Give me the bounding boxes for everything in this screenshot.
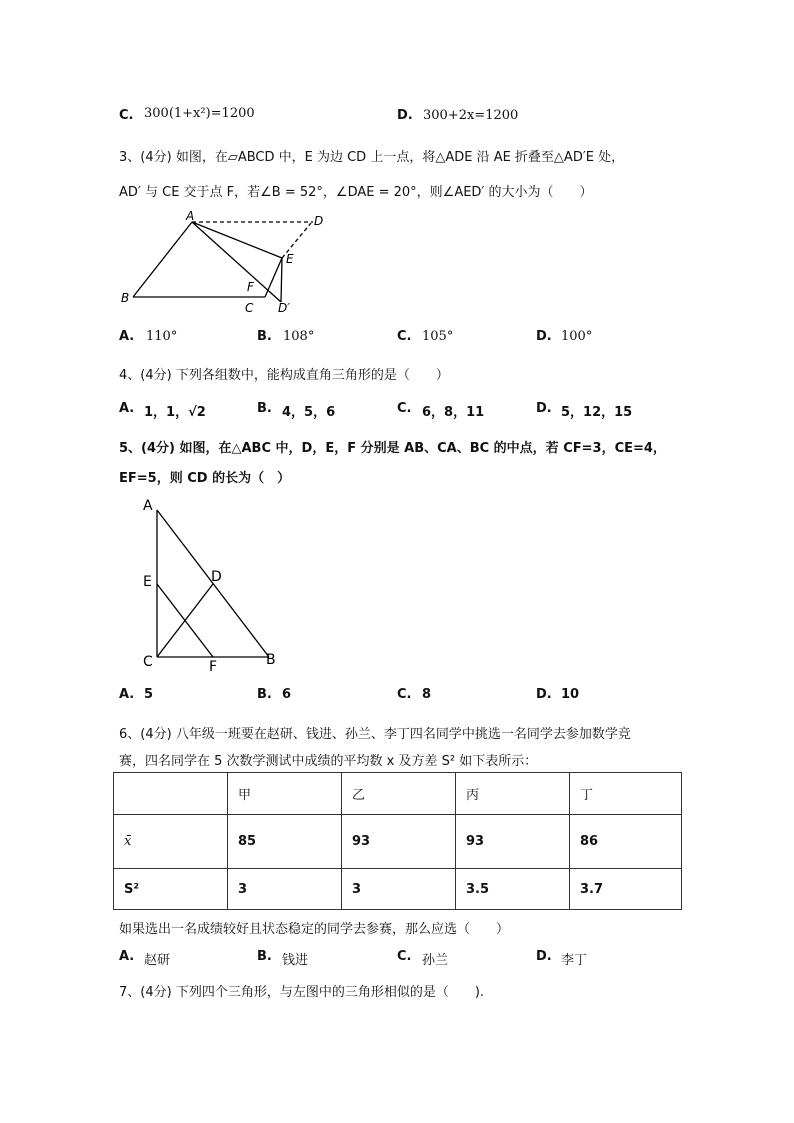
segment-ab: [133, 222, 192, 297]
q6-option-a-label: A.: [119, 949, 135, 964]
q6-option-b-value: 钱进: [282, 953, 309, 968]
q2-option-c-expr: 300(1+x²)=1200: [144, 106, 255, 121]
q2-option-d-expr: 300+2x=1200: [423, 108, 519, 123]
label-b: B: [121, 291, 130, 305]
label-d: D: [211, 569, 222, 585]
q5-option-c-label: C.: [397, 687, 412, 702]
q2-option-d-label: D.: [397, 108, 413, 123]
q3-option-b-label: B.: [257, 329, 272, 344]
label-f: F: [247, 280, 254, 294]
label-c: C: [143, 654, 153, 670]
table-header-cell: [114, 773, 228, 815]
q4-option-d-value: 5，12，15: [561, 405, 633, 420]
q4-option-a-label: A.: [119, 401, 135, 416]
label-a: A: [186, 209, 195, 223]
label-dprime: D′: [278, 301, 290, 315]
segment-ae: [192, 222, 282, 258]
q5-stem-line1: 5、(4分) 如图，在△ABC 中，D，E，F 分别是 AB、CA、BC 的中点，若 CF=3，CE=4，: [119, 441, 666, 456]
label-e: E: [143, 574, 152, 590]
q5-option-d-value: 10: [561, 687, 580, 702]
q5-option-b-label: B.: [257, 687, 272, 702]
q3-option-b-value: 108°: [283, 329, 315, 344]
table-cell: 3.7: [570, 869, 682, 910]
label-c: C: [245, 301, 254, 315]
table-header-cell: 甲: [228, 773, 342, 815]
table-row-mean: [114, 815, 682, 869]
q5-option-b-value: 6: [282, 687, 292, 702]
segment-adprime: [192, 222, 281, 302]
q5-stem-line2: EF=5，则 CD 的长为（ ）: [119, 471, 291, 486]
table-header-cell: 丙: [456, 773, 570, 815]
q6-option-b-label: B.: [257, 949, 272, 964]
q5-option-a-value: 5: [144, 687, 154, 702]
table-header-cell: 乙: [342, 773, 456, 815]
label-f: F: [209, 659, 218, 675]
q6-option-a-value: 赵研: [144, 953, 171, 968]
q4-option-c-label: C.: [397, 401, 412, 416]
q3-option-c-value: 105°: [422, 329, 454, 344]
q3-option-a-value: 110°: [146, 329, 178, 344]
q2-option-c-label: C.: [119, 108, 134, 123]
table-cell: 86: [570, 815, 682, 869]
q6-option-c-label: C.: [397, 949, 412, 964]
q5-triangle-figure: [138, 490, 288, 680]
q3-parallelogram-figure: [115, 208, 345, 320]
q4-option-b-label: B.: [257, 401, 272, 416]
q6-option-d-label: D.: [536, 949, 552, 964]
segment-edprime: [281, 258, 282, 302]
table-cell: 3.5: [456, 869, 570, 910]
q6-option-c-value: 孙兰: [422, 953, 449, 968]
table-row-label: x̄: [114, 815, 228, 869]
segment-ce: [265, 258, 282, 297]
q3-option-d-value: 100°: [561, 329, 593, 344]
table-header-row: [114, 773, 682, 815]
q6-follow-up: 如果选出一名成绩较好且状态稳定的同学去参赛，那么应选（ ）: [119, 922, 510, 937]
table-header-cell: 丁: [570, 773, 682, 815]
label-e: E: [286, 252, 294, 266]
q6-stem-line2: 赛，四名同学在 5 次数学测试中成绩的平均数 x 及方差 S² 如下表所示：: [119, 754, 538, 769]
q3-option-c-label: C.: [397, 329, 412, 344]
q7-stem: 7、(4分) 下列四个三角形，与左图中的三角形相似的是（ ).: [119, 985, 485, 1000]
q5-option-d-label: D.: [536, 687, 552, 702]
q4-option-b-value: 4，5，6: [282, 405, 336, 420]
q4-option-d-label: D.: [536, 401, 552, 416]
q4-option-a-value: 1，1，√2: [144, 405, 206, 420]
label-b: B: [266, 652, 276, 668]
q3-option-d-label: D.: [536, 329, 552, 344]
table-row-variance: [114, 869, 682, 910]
table-cell: 93: [456, 815, 570, 869]
label-a: A: [143, 498, 153, 514]
table-cell: 85: [228, 815, 342, 869]
q3-stem-line2: AD′ 与 CE 交于点 F，若∠B = 52°，∠DAE = 20°，则∠AED′ 的大小为（ ）: [119, 185, 593, 200]
table-cell: 3: [228, 869, 342, 910]
q4-stem: 4、(4分) 下列各组数中，能构成直角三角形的是（ ）: [119, 368, 449, 383]
table-cell: 3: [342, 869, 456, 910]
q3-option-a-label: A.: [119, 329, 135, 344]
table-row-label: S²: [114, 869, 228, 910]
q4-option-c-value: 6，8，11: [422, 405, 485, 420]
q3-stem-line1: 3、(4分) 如图，在▱ABCD 中，E 为边 CD 上一点，将△ADE 沿 AE 折叠至△AD′E 处，: [119, 150, 625, 165]
q6-score-table: [113, 772, 682, 910]
q6-option-d-value: 李丁: [561, 953, 588, 968]
q6-stem-line1: 6、(4分) 八年级一班要在赵研、钱进、孙兰、李丁四名同学中挑选一名同学去参加数学竞: [119, 727, 631, 742]
table-cell: 93: [342, 815, 456, 869]
q5-option-a-label: A.: [119, 687, 135, 702]
label-d: D: [314, 214, 324, 228]
q5-option-c-value: 8: [422, 687, 432, 702]
